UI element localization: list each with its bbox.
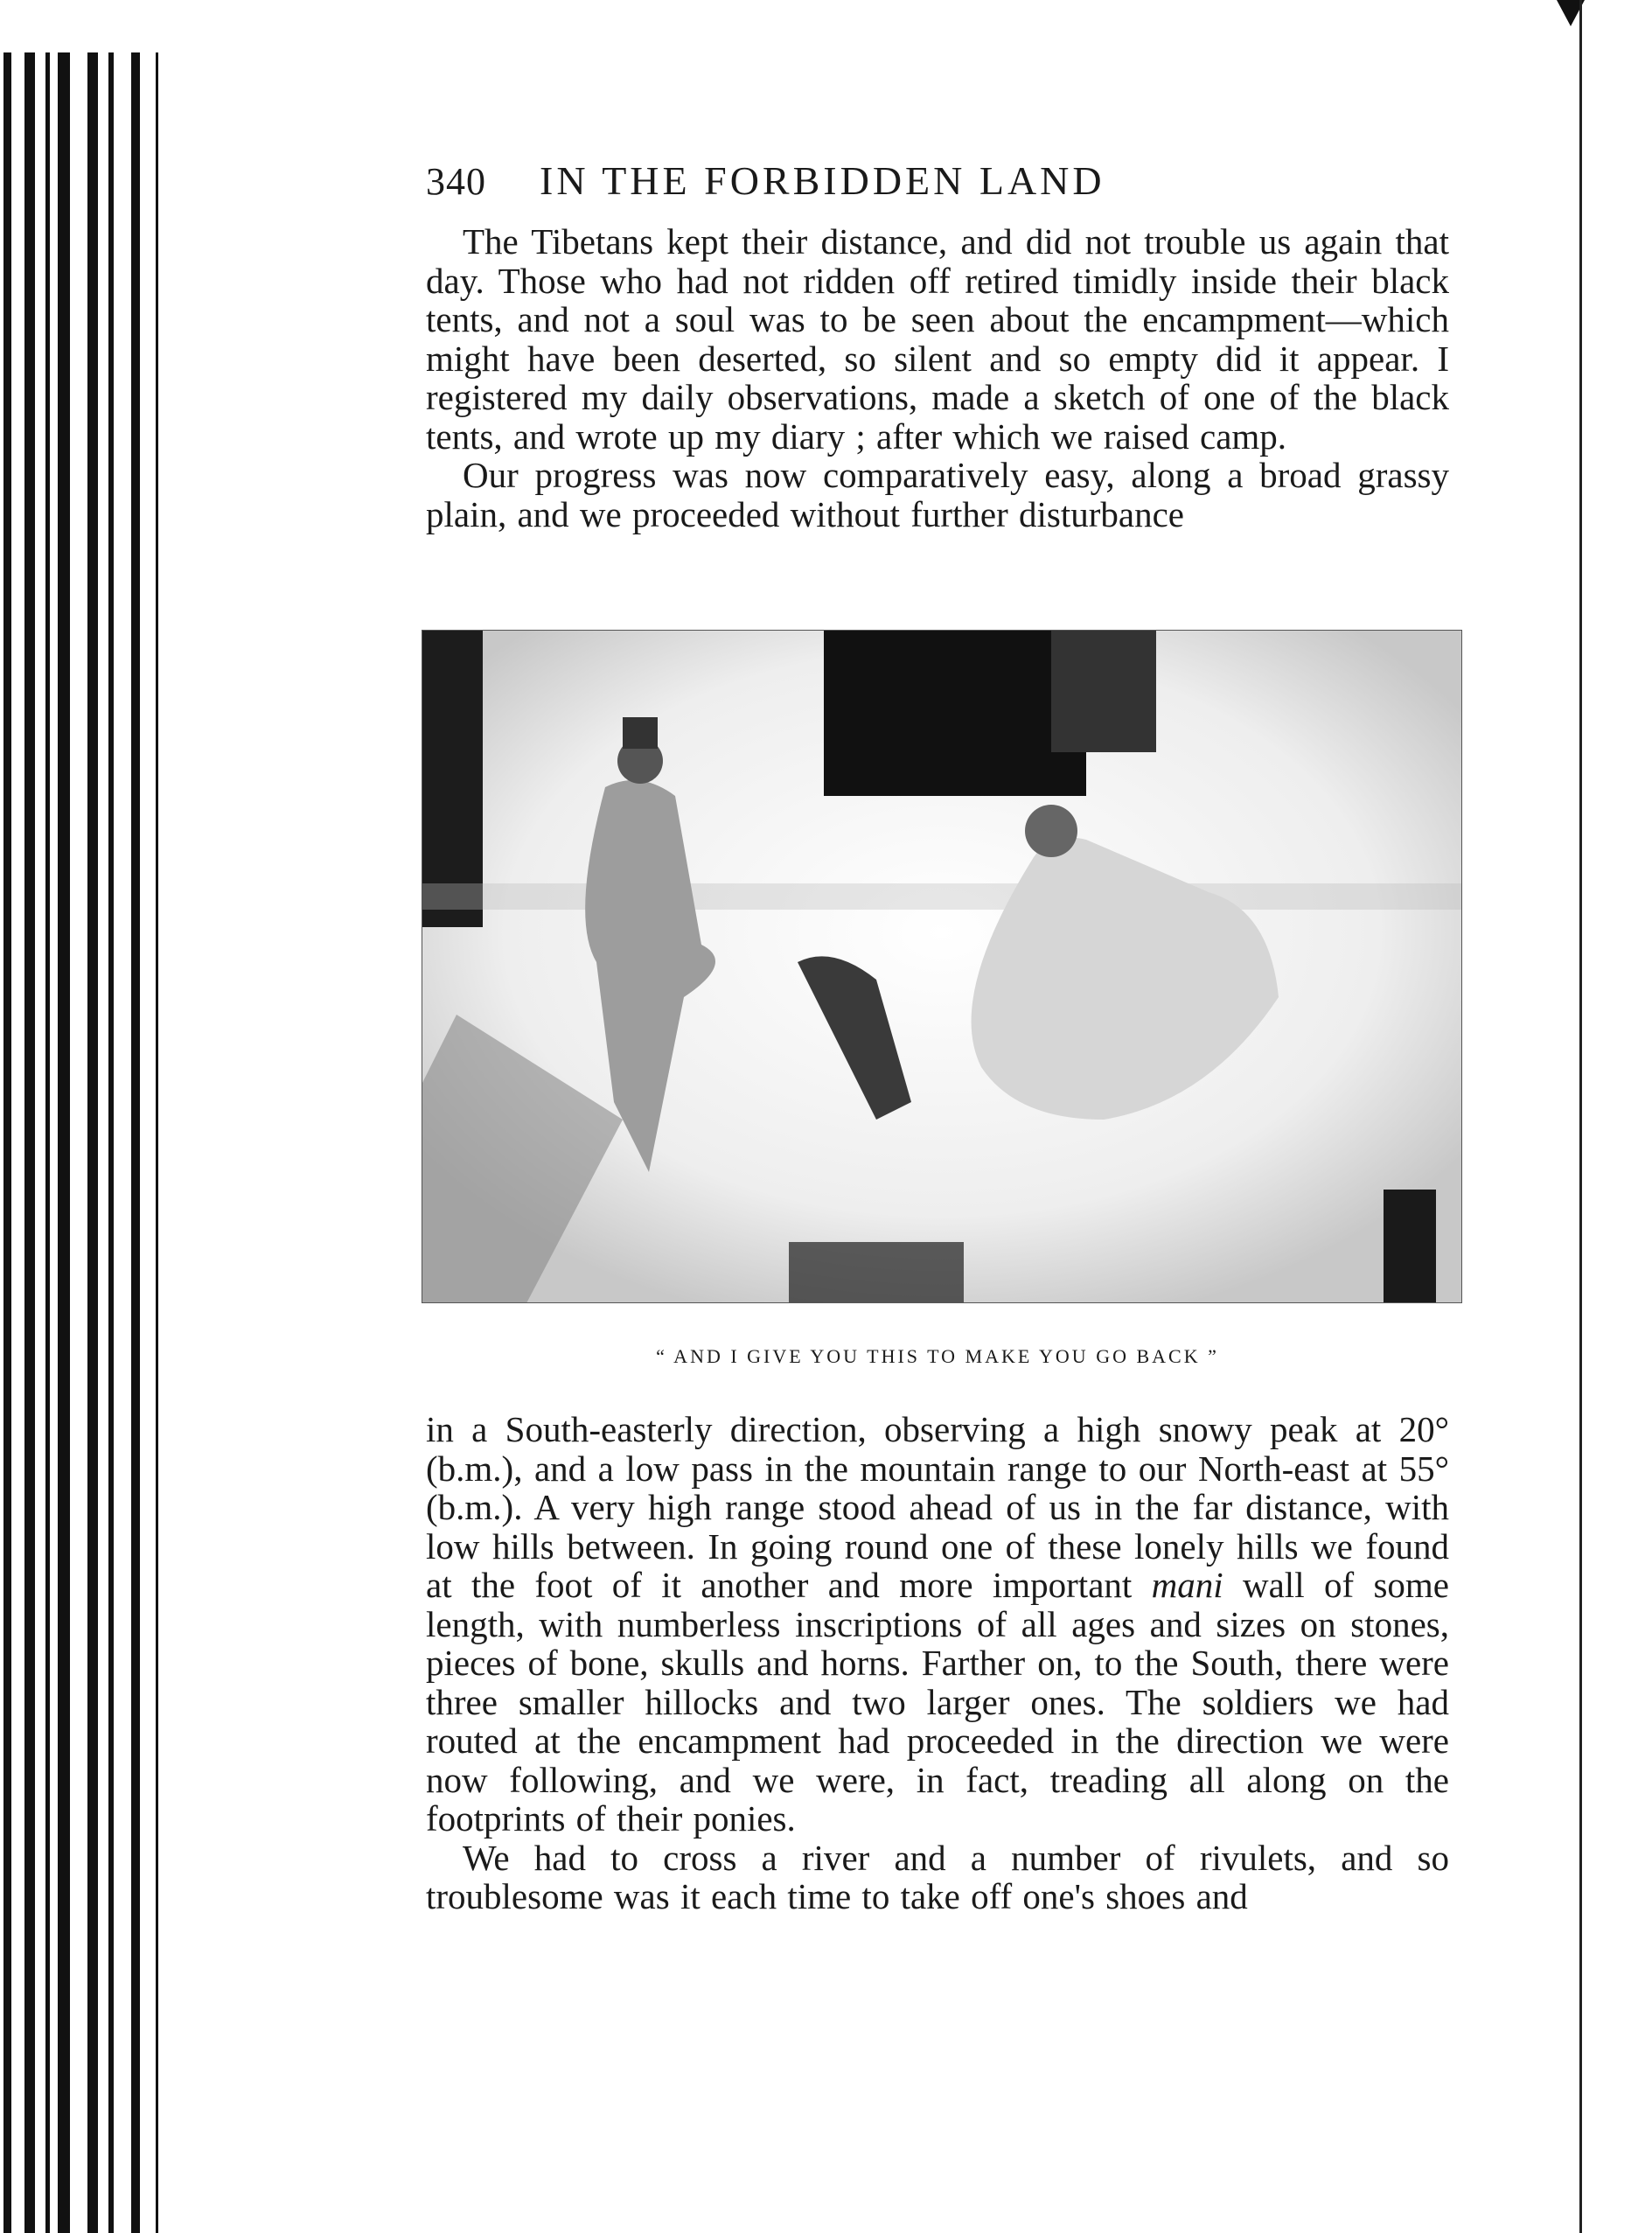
- page-edge-rule: [1579, 0, 1582, 2233]
- paragraph: [426, 1410, 1449, 1839]
- paragraph: Our progress was now comparatively easy, along a broad grassy plain, and we proceeded without further disturbance: [426, 455, 1449, 534]
- page-number: 340: [426, 160, 486, 203]
- text-after-illustration: [426, 1410, 1449, 1916]
- paragraph: We had to cross a river and a number of rivulets, and so troublesome was it each time to take off one's shoes and: [426, 1837, 1449, 1916]
- book-spine-shadow: [0, 52, 166, 2233]
- paragraph-text: wall of some length, with numberless inscriptions of all ages and sizes on stones, pieces of bone, skulls and horns. Farther on, to the South, there were three smaller hillocks and two larger ones. The soldiers we had routed at the encampment had proceeded in the direction we were now following, and we were, in fact, treading all along on the footprints of their ponies.: [426, 1565, 1449, 1839]
- page-content: [426, 157, 1449, 534]
- running-title: IN THE FORBIDDEN LAND: [540, 158, 1105, 203]
- illustration-caption: “ AND I GIVE YOU THIS TO MAKE YOU GO BACK ”: [656, 1345, 1219, 1367]
- paragraph-text: in a South-easterly direction, observing a high snowy peak at 20° (b.m.), and a low pass in the mountain range to our North-east at 55° (b.m.). A very high range stood ahead of us in the far distance, with low hills between. In going round one of these lonely hills we found at the foot of it another and more important: [426, 1409, 1449, 1605]
- running-head: [426, 157, 1449, 222]
- illustration-plate: [422, 630, 1462, 1303]
- text-before-illustration: [426, 222, 1449, 534]
- paragraph: The Tibetans kept their distance, and did not trouble us again that day. Those who had not ridden off retired timidly inside their black tents, and not a soul was to be seen about the encampment—which might have been deserted, so silent and so empty did it appear. I registered my daily observations, made a sketch of one of the black tents, and wrote up my diary ; after which we raised camp.: [426, 221, 1449, 457]
- italic-term: mani: [1151, 1565, 1223, 1605]
